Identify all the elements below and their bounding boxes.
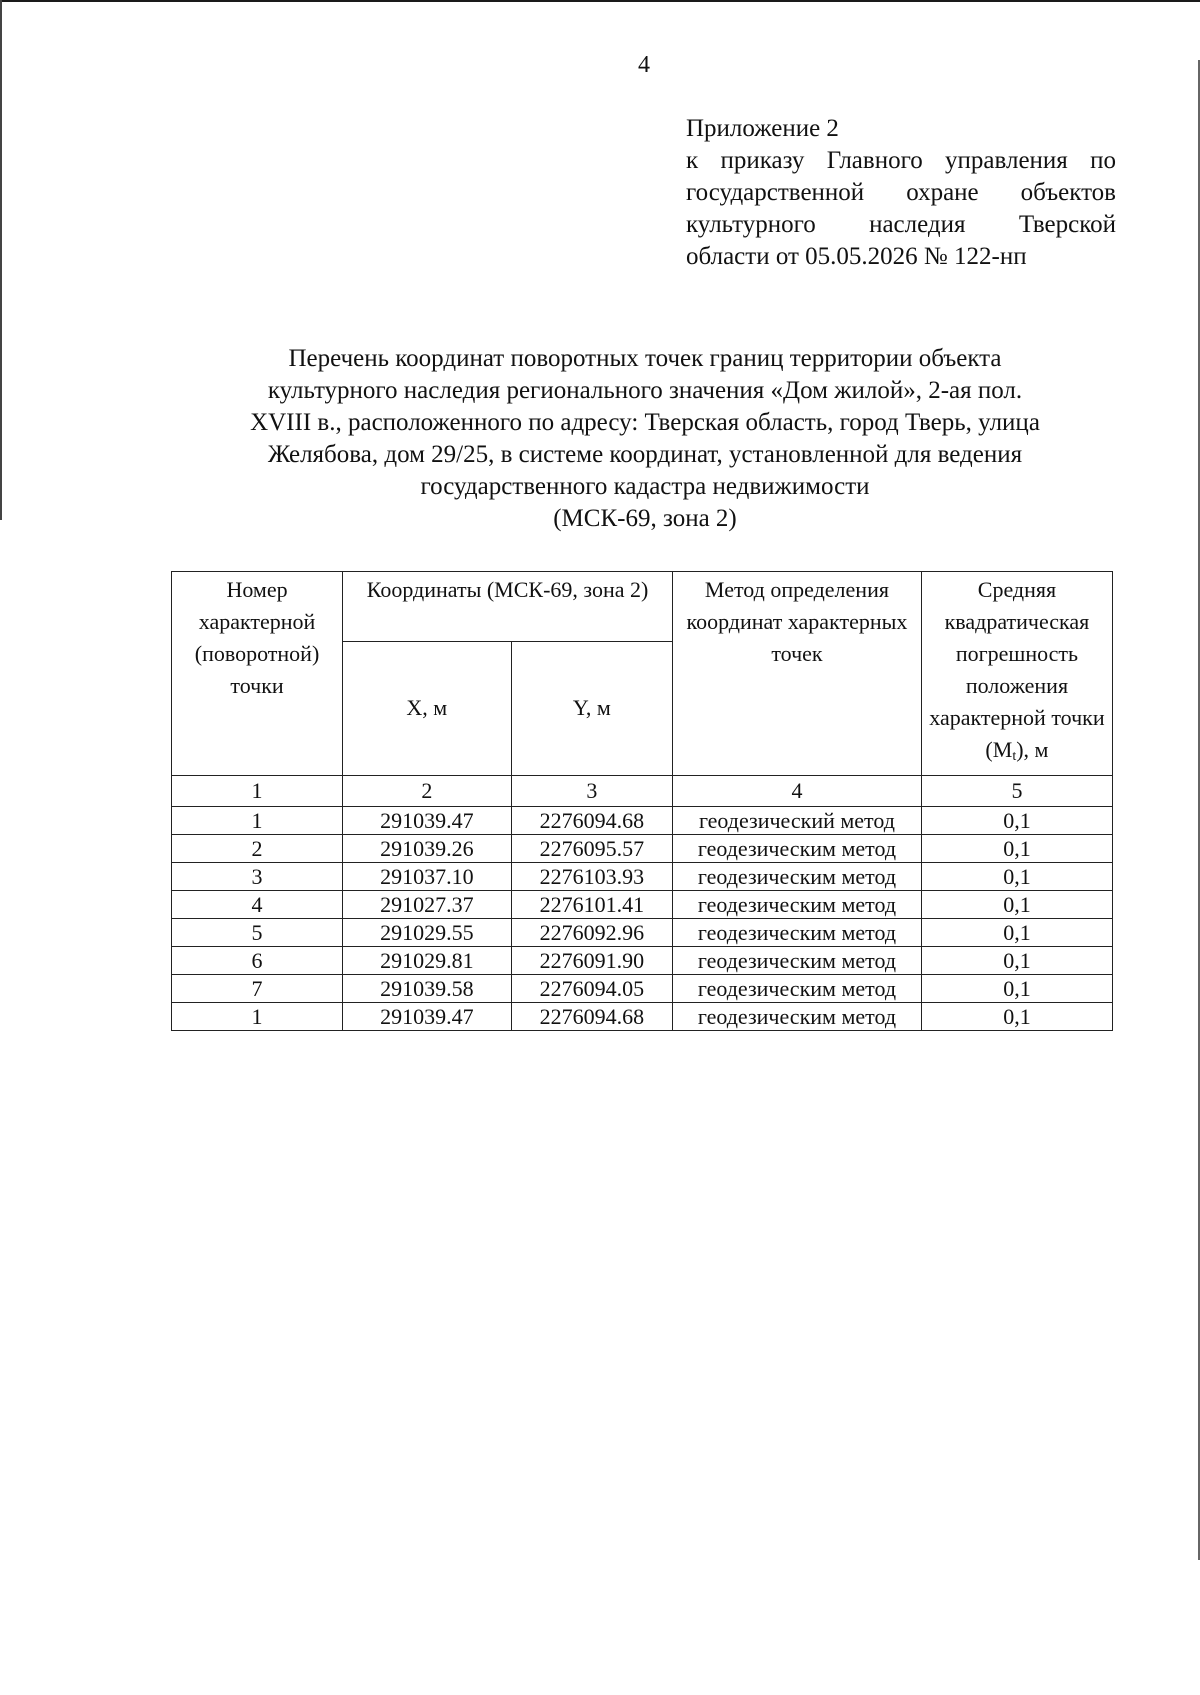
document-title <box>140 343 1150 535</box>
cell-y: 2276094.68 <box>511 807 672 835</box>
cell-point: 5 <box>172 919 343 947</box>
cell-method: геодезическим метод <box>673 1003 922 1031</box>
cell-method: геодезический метод <box>673 807 922 835</box>
title-line: государственного кадастра недвижимости <box>420 473 870 500</box>
column-number-row <box>172 776 1113 807</box>
cell-method: геодезическим метод <box>673 975 922 1003</box>
column-number: 5 <box>921 776 1112 807</box>
title-line: Желябова, дом 29/25, в системе координат, установленной для ведения <box>267 441 1023 468</box>
cell-point: 3 <box>172 863 343 891</box>
cell-y: 2276095.57 <box>511 835 672 863</box>
cell-x: 291039.26 <box>343 835 512 863</box>
cell-x: 291027.37 <box>343 891 512 919</box>
cell-error: 0,1 <box>921 835 1112 863</box>
appendix-line: государственной охране объектов <box>686 179 1116 206</box>
table-row <box>172 807 1113 835</box>
cell-point: 4 <box>172 891 343 919</box>
cell-x: 291039.58 <box>343 975 512 1003</box>
cell-point: 2 <box>172 835 343 863</box>
scan-edge-top <box>0 0 1200 2</box>
column-number: 4 <box>673 776 922 807</box>
header-error-text: Средняя квадратическая погрешность положения характерной точки (M <box>929 577 1105 762</box>
cell-point: 6 <box>172 947 343 975</box>
cell-y: 2276101.41 <box>511 891 672 919</box>
header-error-subscript: t <box>1012 749 1017 764</box>
table-row <box>172 919 1113 947</box>
appendix-line: к приказу Главного управления по <box>686 147 1116 174</box>
cell-y: 2276091.90 <box>511 947 672 975</box>
appendix-line: культурного наследия Тверской <box>686 211 1116 238</box>
title-line: XVIII в., расположенного по адресу: Тверская область, город Тверь, улица <box>250 409 1040 436</box>
cell-y: 2276092.96 <box>511 919 672 947</box>
appendix-line: области от 05.05.2026 № 122-нп <box>686 243 1027 270</box>
cell-method: геодезическим метод <box>673 947 922 975</box>
column-number: 1 <box>172 776 343 807</box>
cell-point: 1 <box>172 807 343 835</box>
header-method: Метод определения координат характерных точек <box>673 572 922 776</box>
table-row <box>172 891 1113 919</box>
header-y: Y, м <box>511 641 672 775</box>
cell-y: 2276094.05 <box>511 975 672 1003</box>
cell-method: геодезическим метод <box>673 835 922 863</box>
cell-method: геодезическим метод <box>673 891 922 919</box>
cell-x: 291029.55 <box>343 919 512 947</box>
table-row <box>172 947 1113 975</box>
appendix-block <box>686 113 1116 273</box>
cell-y: 2276103.93 <box>511 863 672 891</box>
cell-error: 0,1 <box>921 975 1112 1003</box>
title-line: (МСК-69, зона 2) <box>553 505 737 532</box>
header-x: X, м <box>343 641 512 775</box>
cell-y: 2276094.68 <box>511 1003 672 1031</box>
cell-method: геодезическим метод <box>673 863 922 891</box>
cell-x: 291029.81 <box>343 947 512 975</box>
cell-method: геодезическим метод <box>673 919 922 947</box>
cell-point: 7 <box>172 975 343 1003</box>
cell-error: 0,1 <box>921 863 1112 891</box>
header-error-suffix: ), м <box>1016 737 1049 762</box>
column-number: 3 <box>511 776 672 807</box>
cell-error: 0,1 <box>921 807 1112 835</box>
header-coordinates: Координаты (МСК-69, зона 2) <box>343 572 673 642</box>
cell-x: 291037.10 <box>343 863 512 891</box>
header-error <box>921 572 1112 776</box>
table-row <box>172 863 1113 891</box>
cell-error: 0,1 <box>921 919 1112 947</box>
table-row <box>172 975 1113 1003</box>
cell-error: 0,1 <box>921 947 1112 975</box>
table-row <box>172 1003 1113 1031</box>
page-number: 4 <box>638 52 650 78</box>
cell-point: 1 <box>172 1003 343 1031</box>
title-line: Перечень координат поворотных точек границ территории объекта <box>288 345 1002 372</box>
cell-error: 0,1 <box>921 1003 1112 1031</box>
coordinates-table <box>171 571 1113 1031</box>
appendix-line: Приложение 2 <box>686 115 839 142</box>
cell-x: 291039.47 <box>343 1003 512 1031</box>
cell-x: 291039.47 <box>343 807 512 835</box>
table-row <box>172 835 1113 863</box>
header-point-number: Номер характерной (поворотной) точки <box>172 572 343 776</box>
title-line: культурного наследия регионального значения «Дом жилой», 2-ая пол. <box>267 377 1023 404</box>
column-number: 2 <box>343 776 512 807</box>
cell-error: 0,1 <box>921 891 1112 919</box>
